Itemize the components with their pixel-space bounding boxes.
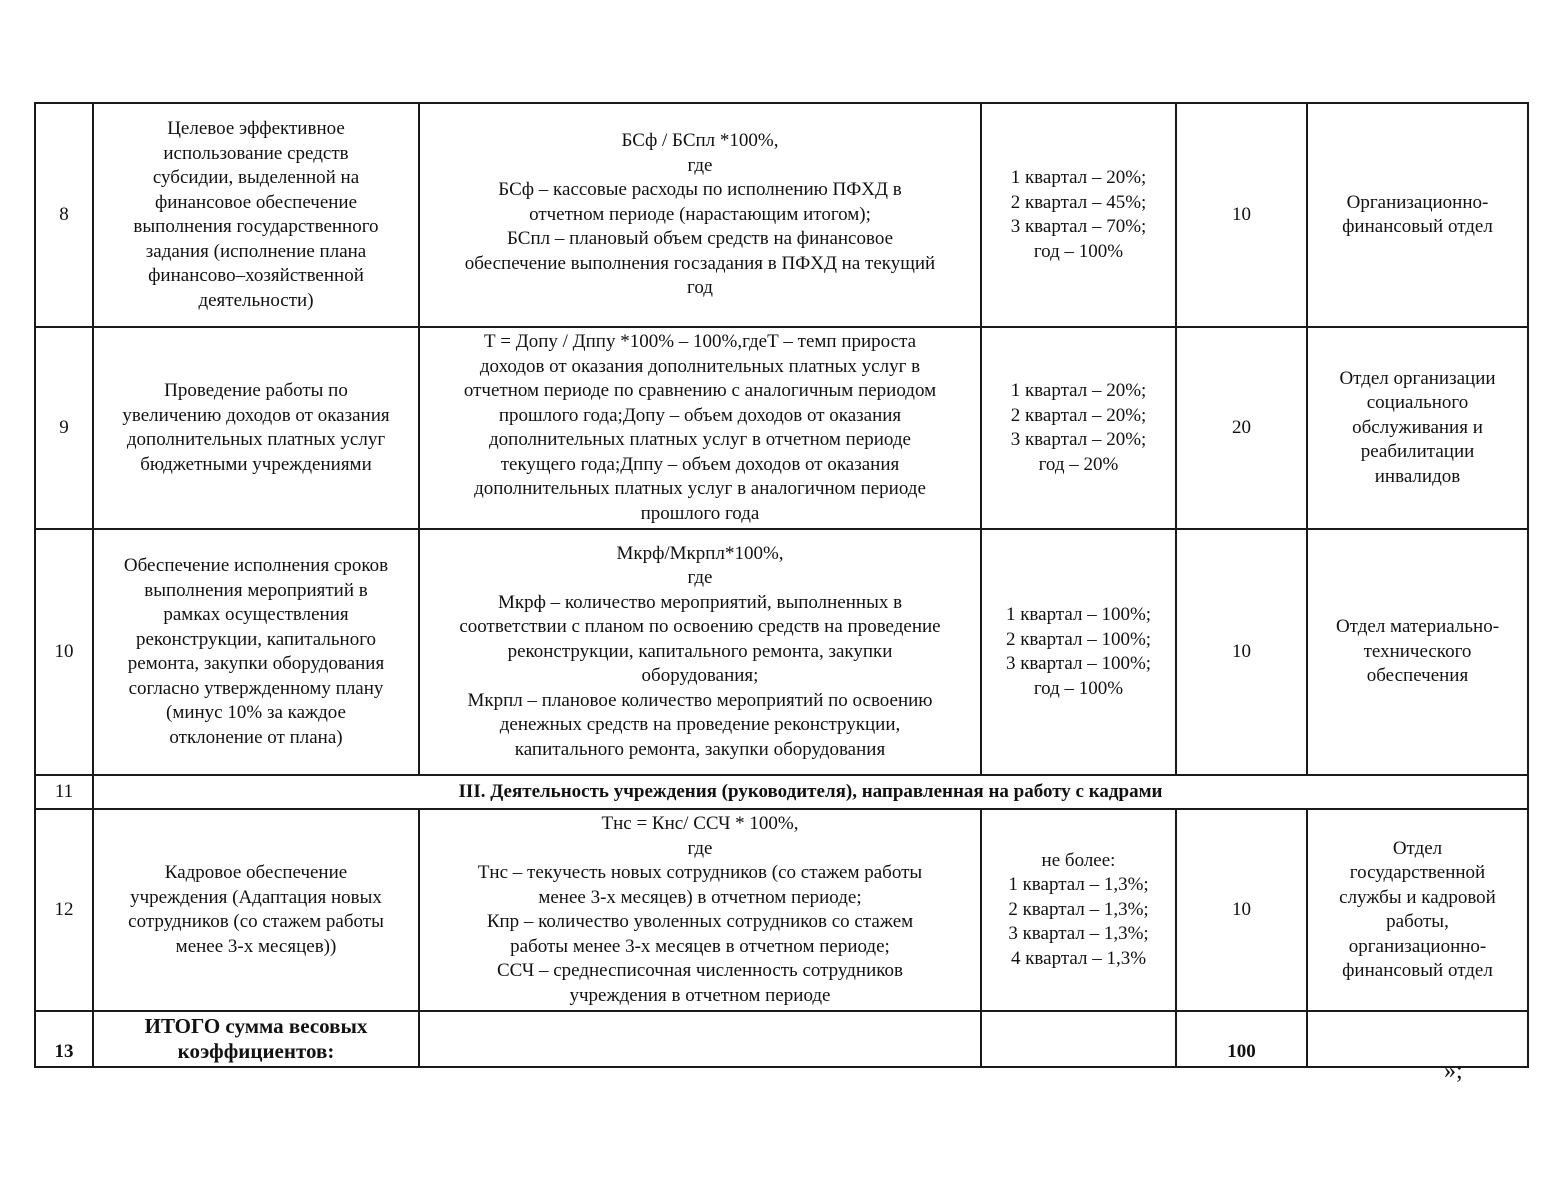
row-number: 10 — [35, 529, 93, 775]
total-weight: 100 — [1176, 1011, 1307, 1067]
total-row — [35, 1011, 1528, 1067]
criterion-name: Проведение работы по увеличению доходов от оказания дополнительных платных услуг бюджетными учреждениями — [93, 327, 419, 529]
criterion-name: Обеспечение исполнения сроков выполнения мероприятий в рамках осуществления реконструкции, капитального ремонта, закупки оборудования согласно утвержденному плану (минус 10% за каждое отклонение от плана) — [93, 529, 419, 775]
table-row — [35, 529, 1528, 775]
formula-cell: Т = Допу / Дппу *100% – 100%,гдеТ – темп прироста доходов от оказания дополнительных платных услуг в отчетном периоде по сравнению с аналогичным периодом прошлого года;Допу – объем доходов от оказания дополнительных платных услуг в отчетном периоде текущего года;Дппу – объем доходов от оказания дополнительных платных услуг в аналогичном периоде прошлого года — [419, 327, 981, 529]
weight-coefficient: 20 — [1176, 327, 1307, 529]
period-targets: 1 квартал – 20%; 2 квартал – 45%; 3 квартал – 70%; год – 100% — [981, 103, 1176, 327]
period-targets: не более: 1 квартал – 1,3%; 2 квартал – 1,3%; 3 квартал – 1,3%; 4 квартал – 1,3% — [981, 809, 1176, 1011]
weight-coefficient: 10 — [1176, 529, 1307, 775]
section-title: III. Деятельность учреждения (руководителя), направленная на работу с кадрами — [93, 775, 1528, 809]
responsible-department: Отдел материально- технического обеспечения — [1307, 529, 1528, 775]
empty-cell — [419, 1011, 981, 1067]
period-targets: 1 квартал – 100%; 2 квартал – 100%; 3 квартал – 100%; год – 100% — [981, 529, 1176, 775]
table-row — [35, 327, 1528, 529]
responsible-department: Отдел государственной службы и кадровой работы, организационно- финансовый отдел — [1307, 809, 1528, 1011]
section-row — [35, 775, 1528, 809]
table-row — [35, 809, 1528, 1011]
criterion-name: Кадровое обеспечение учреждения (Адаптация новых сотрудников (со стажем работы менее 3-х месяцев)) — [93, 809, 419, 1011]
weight-coefficient: 10 — [1176, 809, 1307, 1011]
responsible-department: Отдел организации социального обслуживания и реабилитации инвалидов — [1307, 327, 1528, 529]
table-row — [35, 103, 1528, 327]
formula-cell: Мкрф/Мкрпл*100%, где Мкрф – количество мероприятий, выполненных в соответствии с планом по освоению средств на проведение реконструкции, капитального ремонта, закупки оборудования; Мкрпл – плановое количество мероприятий по освоению денежных средств на проведение реконструкции, капитального ремонта, закупки оборудования — [419, 529, 981, 775]
criteria-table — [34, 102, 1529, 1068]
empty-cell — [981, 1011, 1176, 1067]
responsible-department: Организационно- финансовый отдел — [1307, 103, 1528, 327]
total-label: ИТОГО сумма весовых коэффициентов: — [93, 1011, 419, 1067]
criterion-name: Целевое эффективное использование средств субсидии, выделенной на финансовое обеспечение выполнения государственного задания (исполнение плана финансово–хозяйственной деятельности) — [93, 103, 419, 327]
formula-cell: БСф / БСпл *100%, где БСф – кассовые расходы по исполнению ПФХД в отчетном периоде (нарастающим итогом); БСпл – плановый объем средств на финансовое обеспечение выполнения госзадания в ПФХД на текущий год — [419, 103, 981, 327]
row-number: 9 — [35, 327, 93, 529]
row-number: 12 — [35, 809, 93, 1011]
row-number: 13 — [35, 1011, 93, 1067]
period-targets: 1 квартал – 20%; 2 квартал – 20%; 3 квартал – 20%; год – 20% — [981, 327, 1176, 529]
row-number: 8 — [35, 103, 93, 327]
weight-coefficient: 10 — [1176, 103, 1307, 327]
row-number: 11 — [35, 775, 93, 809]
empty-cell — [1307, 1011, 1528, 1067]
closing-quote: »; — [1444, 1058, 1463, 1084]
formula-cell: Тнс = Кнс/ ССЧ * 100%, где Тнс – текучесть новых сотрудников (со стажем работы менее 3-х месяцев) в отчетном периоде; Кпр – количество уволенных сотрудников со стажем работы менее 3-х месяцев в отчетном периоде; ССЧ – среднесписочная численность сотрудников учреждения в отчетном периоде — [419, 809, 981, 1011]
